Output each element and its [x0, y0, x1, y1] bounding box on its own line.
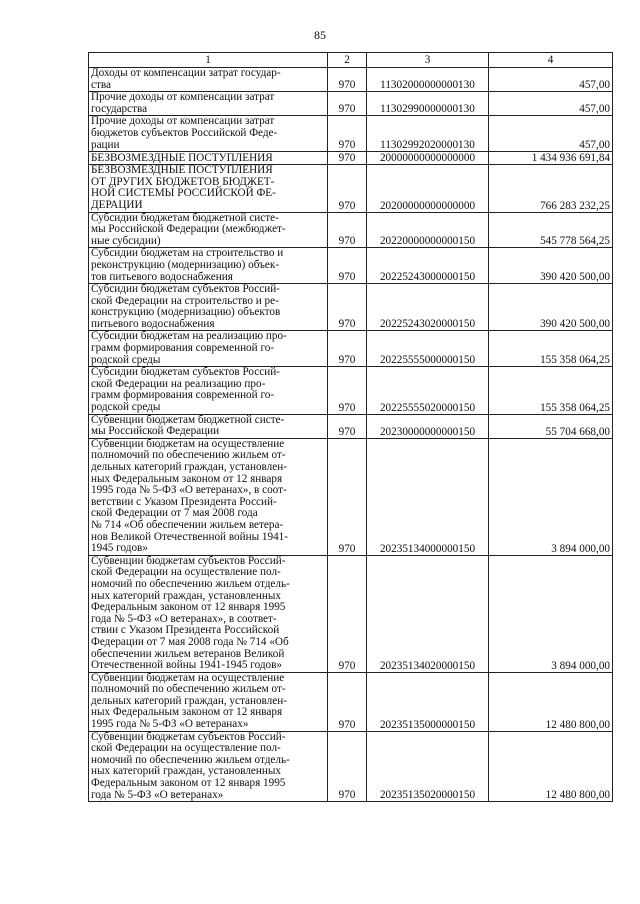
- row-admin-code-cell: 970: [328, 68, 367, 92]
- table-row: [89, 152, 613, 165]
- row-name-cell: Субсидии бюджетам на строительство и реконструкцию (модернизацию) объек- тов питьевого водоснабжения: [89, 248, 328, 284]
- row-admin-code-cell: 970: [328, 165, 367, 212]
- row-kbk-code-cell: 11302000000000130: [367, 68, 489, 92]
- row-name-cell: Доходы от компенсации затрат государ- ства: [89, 68, 328, 92]
- row-kbk-code-cell: 20220000000000150: [367, 212, 489, 248]
- row-name-cell: Субвенции бюджетам субъектов Россий- ской Федерации на осуществление пол- номочий по обеспечению жильем отдель- ных категорий граждан, установленных Федеральным законом от 12 января 1995 года № 5-ФЗ «О ветеранах», в соответ- ствии с Указом Президента Российской Федерации от 7 мая 2008 года № 714 «Об обеспечении жильем ветеранов Великой Отечественной войны 1941-1945 годов»: [89, 555, 328, 672]
- row-amount-cell: 155 358 064,25: [489, 367, 613, 414]
- row-kbk-code-cell: 20225555020000150: [367, 367, 489, 414]
- row-admin-code-cell: 970: [328, 212, 367, 248]
- row-admin-code-cell: 970: [328, 92, 367, 116]
- row-admin-code-cell: 970: [328, 116, 367, 152]
- table-row: [89, 367, 613, 414]
- row-kbk-code-cell: 20230000000000150: [367, 414, 489, 438]
- row-admin-code-cell: 970: [328, 555, 367, 672]
- row-admin-code-cell: 970: [328, 731, 367, 802]
- row-name-cell: Прочие доходы от компенсации затрат государства: [89, 92, 328, 116]
- page-number: 85: [314, 28, 326, 42]
- row-amount-cell: 55 704 668,00: [489, 414, 613, 438]
- row-admin-code-cell: 970: [328, 438, 367, 555]
- row-kbk-code-cell: 20235135000000150: [367, 672, 489, 731]
- row-name-cell: БЕЗВОЗМЕЗДНЫЕ ПОСТУПЛЕНИЯ ОТ ДРУГИХ БЮДЖЕТОВ БЮДЖЕТ- НОЙ СИСТЕМЫ РОССИЙСКОЙ ФЕ- ДЕРАЦИИ: [89, 165, 328, 212]
- table-row: [89, 68, 613, 92]
- row-name-cell: Субвенции бюджетам на осуществление полномочий по обеспечению жильем от- дельных категорий граждан, установлен- ных Федеральным законом от 12 января 1995 года № 5-ФЗ «О ветеранах», в соот- ветствии с Указом Президента Россий- ской Федерации от 7 мая 2008 года № 714 «Об обеспечении жильем ветера- нов Великой Отечественной войны 1941- 1945 годов»: [89, 438, 328, 555]
- row-kbk-code-cell: 20225243020000150: [367, 284, 489, 331]
- row-admin-code-cell: 970: [328, 331, 367, 367]
- row-kbk-code-cell: 20225555000000150: [367, 331, 489, 367]
- row-name-cell: Субвенции бюджетам на осуществление полномочий по обеспечению жильем от- дельных категорий граждан, установлен- ных Федеральным законом от 12 января 1995 года № 5-ФЗ «О ветеранах»: [89, 672, 328, 731]
- revenue-table: [88, 52, 613, 802]
- row-kbk-code-cell: 20235134020000150: [367, 555, 489, 672]
- table-row: [89, 414, 613, 438]
- table-row: [89, 331, 613, 367]
- row-admin-code-cell: 970: [328, 414, 367, 438]
- row-name-cell: Субсидии бюджетам субъектов Россий- ской Федерации на строительство и ре- конструкцию (модернизацию) объектов питьевого водоснабжения: [89, 284, 328, 331]
- table-row: [89, 212, 613, 248]
- row-amount-cell: 3 894 000,00: [489, 438, 613, 555]
- row-amount-cell: 457,00: [489, 116, 613, 152]
- table-row: [89, 672, 613, 731]
- row-amount-cell: 545 778 564,25: [489, 212, 613, 248]
- row-amount-cell: 457,00: [489, 92, 613, 116]
- row-amount-cell: 12 480 800,00: [489, 672, 613, 731]
- column-header: 2: [328, 53, 367, 68]
- row-name-cell: Прочие доходы от компенсации затрат бюджетов субъектов Российской Феде- рации: [89, 116, 328, 152]
- row-amount-cell: 155 358 064,25: [489, 331, 613, 367]
- row-kbk-code-cell: 20235135020000150: [367, 731, 489, 802]
- table-row: [89, 248, 613, 284]
- row-amount-cell: 766 283 232,25: [489, 165, 613, 212]
- column-header: 1: [89, 53, 328, 68]
- row-kbk-code-cell: 20000000000000000: [367, 152, 489, 165]
- column-header: 3: [367, 53, 489, 68]
- row-amount-cell: 390 420 500,00: [489, 284, 613, 331]
- row-amount-cell: 3 894 000,00: [489, 555, 613, 672]
- row-name-cell: Субвенции бюджетам субъектов Россий- ской Федерации на осуществление пол- номочий по обеспечению жильем отдель- ных категорий граждан, установленных Федеральным законом от 12 января 1995 года № 5-ФЗ «О ветеранах»: [89, 731, 328, 802]
- table-row: [89, 731, 613, 802]
- row-name-cell: Субсидии бюджетам субъектов Россий- ской Федерации на реализацию про- грамм формирования современной го- родской среды: [89, 367, 328, 414]
- row-amount-cell: 12 480 800,00: [489, 731, 613, 802]
- table-row: [89, 284, 613, 331]
- row-name-cell: БЕЗВОЗМЕЗДНЫЕ ПОСТУПЛЕНИЯ: [89, 152, 328, 165]
- row-amount-cell: 1 434 936 691,84: [489, 152, 613, 165]
- row-kbk-code-cell: 20200000000000000: [367, 165, 489, 212]
- row-admin-code-cell: 970: [328, 284, 367, 331]
- table-row: [89, 165, 613, 212]
- row-admin-code-cell: 970: [328, 248, 367, 284]
- column-header: 4: [489, 53, 613, 68]
- row-kbk-code-cell: 11302990000000130: [367, 92, 489, 116]
- row-amount-cell: 390 420 500,00: [489, 248, 613, 284]
- table-row: [89, 92, 613, 116]
- row-admin-code-cell: 970: [328, 152, 367, 165]
- table-row: [89, 555, 613, 672]
- row-admin-code-cell: 970: [328, 672, 367, 731]
- row-admin-code-cell: 970: [328, 367, 367, 414]
- row-kbk-code-cell: 20235134000000150: [367, 438, 489, 555]
- table-row: [89, 116, 613, 152]
- row-amount-cell: 457,00: [489, 68, 613, 92]
- row-name-cell: Субсидии бюджетам бюджетной систе- мы Российской Федерации (межбюджет- ные субсидии): [89, 212, 328, 248]
- row-name-cell: Субсидии бюджетам на реализацию про- грамм формирования современной го- родской среды: [89, 331, 328, 367]
- table-row: [89, 438, 613, 555]
- table-header-row: [89, 53, 613, 68]
- row-kbk-code-cell: 11302992020000130: [367, 116, 489, 152]
- row-kbk-code-cell: 20225243000000150: [367, 248, 489, 284]
- row-name-cell: Субвенции бюджетам бюджетной систе- мы Российской Федерации: [89, 414, 328, 438]
